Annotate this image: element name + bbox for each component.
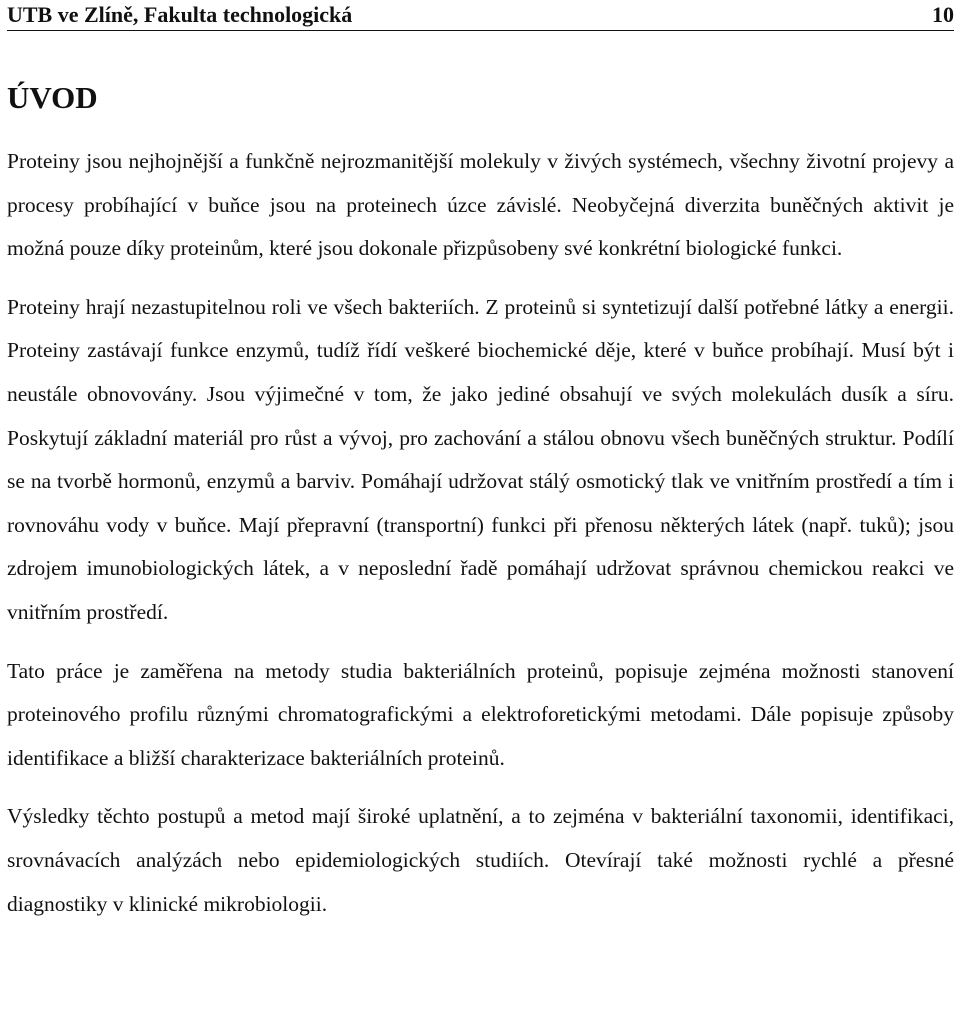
paragraph: Výsledky těchto postupů a metod mají široké uplatnění, a to zejména v bakteriální taxonomii, identifikaci, srovnávacích analýzách nebo epidemiologických studiích. Otevírají také možnosti rychlé a přesné diagnostiky v klinické mikrobiologii.: [7, 804, 954, 916]
header-institution: UTB ve Zlíně, Fakulta technologická: [7, 2, 353, 27]
section-title: ÚVOD: [7, 80, 98, 115]
running-header: [7, 0, 954, 31]
paragraph: Tato práce je zaměřena na metody studia bakteriálních proteinů, popisuje zejména možnosti stanovení proteinového profilu různými chromatografickými a elektroforetickými metodami. Dále popisuje způsoby identifikace a bližší charakterizace bakteriálních proteinů.: [7, 658, 954, 770]
paragraph: Proteiny hrají nezastupitelnou roli ve všech bakteriích. Z proteinů si syntetizují další potřebné látky a energii. Proteiny zastávají funkce enzymů, tudíž řídí veškeré biochemické děje, které v buňce probíhají. Musí být i neustále obnovovány. Jsou výjimečné v tom, že jako jediné obsahují ve svých molekulách dusík a síru. Poskytují základní materiál pro růst a vývoj, pro zachování a stálou obnovu všech buněčných struktur. Podílí se na tvorbě hormonů, enzymů a barviv. Pomáhají udržovat stálý osmotický tlak ve vnitřním prostředí a tím i rovnováhu vody v buňce. Mají přepravní (transportní) funkci při přenosu některých látek (např. tuků); jsou zdrojem imunobiologických látek, a v neposlední řadě pomáhají udržovat správnou chemickou reakci ve vnitřním prostředí.: [7, 294, 954, 624]
body-text: [7, 140, 954, 942]
paragraph: Proteiny jsou nejhojnější a funkčně nejrozmanitější molekuly v živých systémech, všechny životní projevy a procesy probíhající v buňce jsou na proteinech úzce závislé. Neobyčejná diverzita buněčných aktivit je možná pouze díky proteinům, které jsou dokonale přizpůsobeny své konkrétní biologické funkci.: [7, 149, 954, 261]
page-number: 10: [932, 2, 954, 27]
